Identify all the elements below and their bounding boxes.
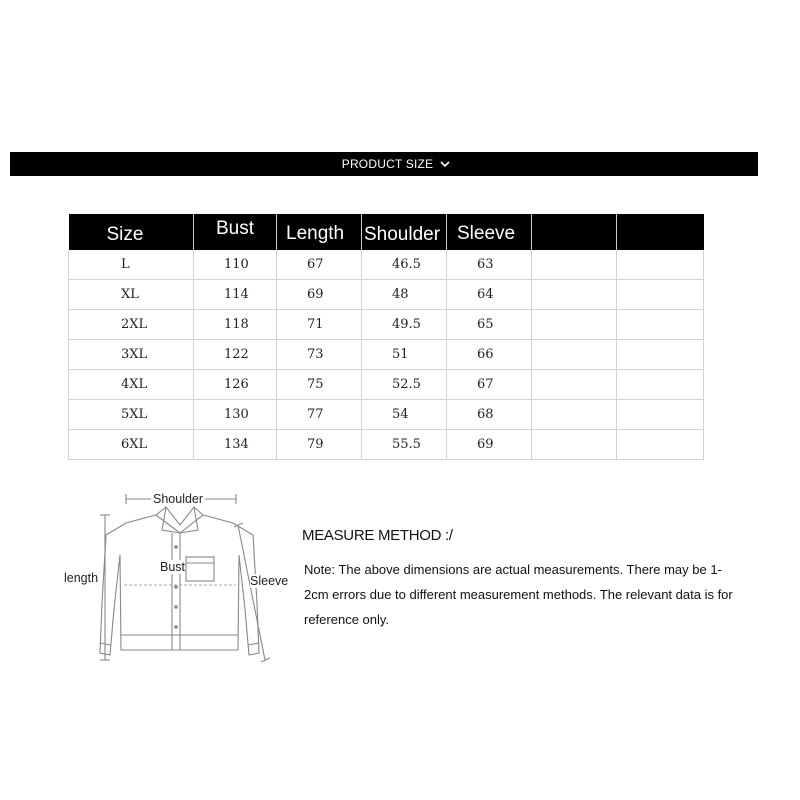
cell-empty — [532, 400, 617, 430]
cell-length: 73 — [277, 340, 362, 370]
shoulder-label: Shoulder — [153, 492, 204, 506]
cell-sleeve: 69 — [447, 430, 532, 460]
table-row — [69, 430, 704, 460]
header-sleeve: Sleeve — [447, 214, 532, 250]
cell-shoulder: 55.5 — [362, 430, 447, 460]
bust-label: Bust — [160, 560, 186, 574]
header-shoulder: Shoulder — [362, 214, 447, 250]
cell-size: 2XL — [69, 310, 194, 340]
cell-empty — [532, 340, 617, 370]
cell-bust: 122 — [194, 340, 277, 370]
cell-size: 4XL — [69, 370, 194, 400]
cell-length: 77 — [277, 400, 362, 430]
cell-shoulder: 54 — [362, 400, 447, 430]
measure-method-title: MEASURE METHOD :/ — [302, 527, 453, 544]
cell-sleeve: 66 — [447, 340, 532, 370]
cell-sleeve: 67 — [447, 370, 532, 400]
size-table — [68, 214, 704, 460]
cell-empty — [532, 280, 617, 310]
cell-empty — [617, 280, 704, 310]
cell-length: 79 — [277, 430, 362, 460]
cell-empty — [617, 250, 704, 280]
cell-sleeve: 68 — [447, 400, 532, 430]
cell-length: 67 — [277, 250, 362, 280]
cell-bust: 134 — [194, 430, 277, 460]
cell-size: 5XL — [69, 400, 194, 430]
cell-empty — [617, 430, 704, 460]
table-row — [69, 280, 704, 310]
cell-empty — [617, 400, 704, 430]
cell-length: 71 — [277, 310, 362, 340]
header-bust: Bust — [194, 214, 277, 250]
cell-empty — [532, 250, 617, 280]
cell-shoulder: 49.5 — [362, 310, 447, 340]
table-row — [69, 310, 704, 340]
cell-size: L — [69, 250, 194, 280]
cell-shoulder: 51 — [362, 340, 447, 370]
cell-empty — [532, 310, 617, 340]
chevron-down-icon — [439, 158, 451, 170]
cell-empty — [617, 340, 704, 370]
table-row — [69, 370, 704, 400]
cell-bust: 130 — [194, 400, 277, 430]
cell-empty — [617, 310, 704, 340]
table-row — [69, 400, 704, 430]
cell-bust: 126 — [194, 370, 277, 400]
cell-sleeve: 65 — [447, 310, 532, 340]
cell-empty — [532, 370, 617, 400]
cell-shoulder: 52.5 — [362, 370, 447, 400]
header-size: Size — [69, 214, 194, 250]
cell-empty — [617, 370, 704, 400]
length-label: length — [64, 571, 99, 585]
table-row — [69, 250, 704, 280]
cell-length: 75 — [277, 370, 362, 400]
cell-shoulder: 46.5 — [362, 250, 447, 280]
sleeve-label: Sleeve — [250, 574, 289, 588]
cell-empty — [532, 430, 617, 460]
cell-size: XL — [69, 280, 194, 310]
header-empty — [532, 214, 617, 250]
cell-size: 6XL — [69, 430, 194, 460]
measure-note: Note: The above dimensions are actual measurements. There may be 1-2cm errors due to different measurement methods. The relevant data is for reference only. — [304, 562, 733, 627]
cell-bust: 114 — [194, 280, 277, 310]
cell-length: 69 — [277, 280, 362, 310]
cell-bust: 110 — [194, 250, 277, 280]
table-row — [69, 340, 704, 370]
cell-shoulder: 48 — [362, 280, 447, 310]
shirt-measure-diagram — [58, 485, 298, 675]
cell-bust: 118 — [194, 310, 277, 340]
header-length: Length — [277, 214, 362, 250]
cell-size: 3XL — [69, 340, 194, 370]
cell-sleeve: 64 — [447, 280, 532, 310]
banner-title: PRODUCT SIZE — [341, 157, 434, 171]
header-empty — [617, 214, 704, 250]
product-size-banner[interactable] — [10, 152, 758, 176]
table-header-row — [69, 214, 704, 250]
cell-sleeve: 63 — [447, 250, 532, 280]
